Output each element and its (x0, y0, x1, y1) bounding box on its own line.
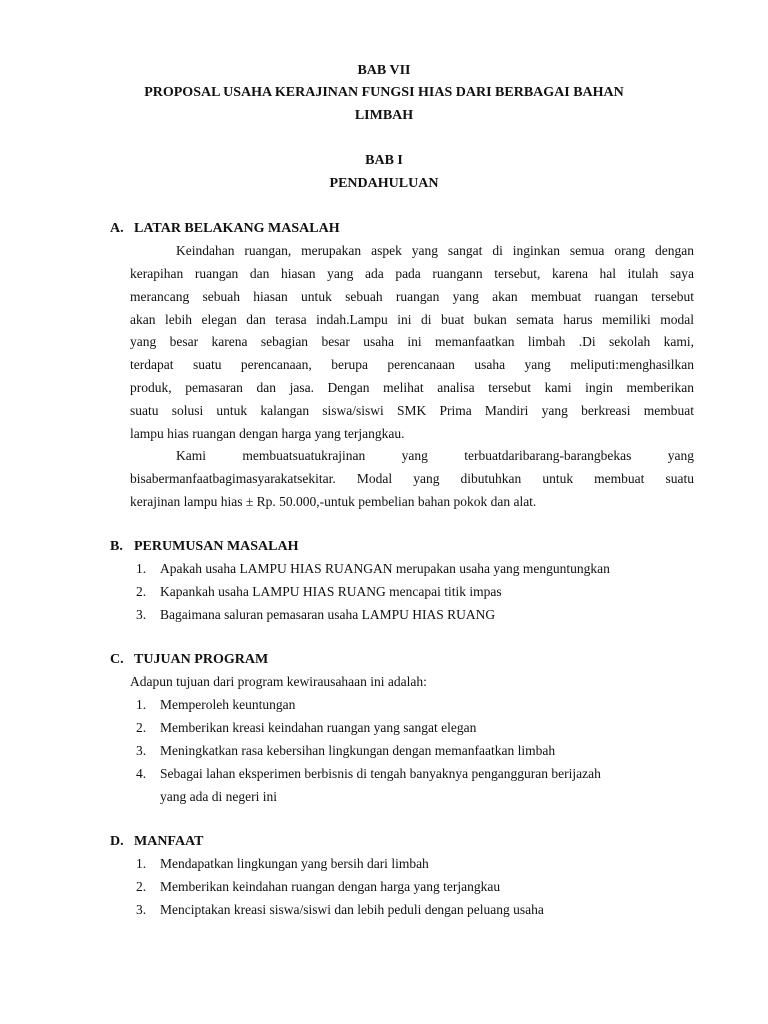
list-item (136, 743, 555, 759)
chapter-label: BAB VII (357, 63, 411, 78)
list-item-text: Memperoleh keuntungan (160, 697, 296, 712)
section-b-letter: B. (110, 539, 123, 554)
list-item-text: Meningkatkan rasa kebersihan lingkungan dengan memanfaatkan limbah (160, 743, 556, 758)
list-item-text: Sebagai lahan eksperimen berbisnis di tengah banyaknya pengangguran berijazah (160, 766, 601, 781)
paragraph-line: merancang sebuah hiasan untuk sebuah ruangan yang akan membuat ruangan tersebut (130, 289, 694, 304)
list-item-text: Memberikan kreasi keindahan ruangan yang sangat elegan (160, 720, 477, 735)
section-c-letter: C. (110, 652, 124, 667)
list-item-number: 1. (136, 856, 147, 871)
list-item-text: Bagaimana saluran pemasaran usaha LAMPU HIAS RUANG (160, 607, 496, 622)
section-b-title: PERUMUSAN MASALAH (134, 539, 299, 554)
section-d-letter: D. (110, 834, 124, 849)
document-title-line-1: PROPOSAL USAHA KERAJINAN FUNGSI HIAS DARI BERBAGAI BAHAN (144, 85, 624, 100)
list-item (136, 607, 495, 623)
list-item (136, 902, 544, 918)
paragraph-line: kerajinan lampu hias ± Rp. 50.000,-untuk pembelian bahan pokok dan alat. (130, 494, 537, 509)
paragraph-line: lampu hias ruangan dengan harga yang terjangkau. (130, 426, 405, 441)
section-c-heading (110, 652, 268, 668)
list-item (136, 697, 295, 713)
paragraph-line: akan lebih elegan dan terasa indah.Lampu ini di buat bukan semata harus memiliki modal (130, 312, 694, 327)
list-item-text: Memberikan keindahan ruangan dengan harga yang terjangkau (160, 879, 501, 894)
section-a-title: LATAR BELAKANG MASALAH (134, 221, 340, 236)
paragraph-line: yang besar karena sebagian besar usaha ini memanfaatkan limbah .Di sekolah kami, (130, 334, 694, 349)
list-item-number: 2. (136, 720, 147, 735)
paragraph-line (176, 448, 694, 464)
paragraph-line: produk, pemasaran dan jasa. Dengan melihat analisa tersebut kami ingin memberikan (130, 380, 694, 395)
section-d-heading (110, 834, 203, 850)
paragraph-line: bisabermanfaatbagimasyarakatsekitar. Modal yang dibutuhkan untuk membuat suatu (130, 471, 694, 486)
paragraph-line: terdapat suatu perencanaan, berupa perencanaan usaha yang meliputi:menghasilkan (130, 357, 694, 372)
list-item-continuation: yang ada di negeri ini (160, 789, 277, 804)
sub-chapter-title: PENDAHULUAN (329, 176, 439, 191)
paragraph-line-text: Kami membuatsuatukrajinan yang terbuatdaribarang-barangbekas yang (176, 448, 694, 463)
section-c-intro: Adapun tujuan dari program kewirausahaan ini adalah: (130, 674, 427, 689)
list-item-text: Menciptakan kreasi siswa/siswi dan lebih peduli dengan peluang usaha (160, 902, 544, 917)
section-c-title: TUJUAN PROGRAM (134, 652, 269, 667)
list-item (136, 856, 429, 872)
list-item-number: 3. (136, 902, 147, 917)
list-item (136, 766, 601, 782)
list-item-number: 4. (136, 766, 147, 781)
list-item-number: 2. (136, 584, 147, 599)
list-item (136, 879, 500, 895)
list-item-number: 1. (136, 697, 147, 712)
section-b-heading (110, 539, 299, 555)
section-d-title: MANFAAT (134, 834, 204, 849)
paragraph-line: suatu solusi untuk kalangan siswa/siswi SMK Prima Mandiri yang berkreasi membuat (130, 403, 694, 418)
list-item-text: Apakah usaha LAMPU HIAS RUANGAN merupakan usaha yang menguntungkan (160, 561, 610, 576)
list-item-number: 1. (136, 561, 147, 576)
sub-chapter-label: BAB I (365, 153, 403, 168)
list-item-text: Kapankah usaha LAMPU HIAS RUANG mencapai titik impas (160, 584, 502, 599)
list-item (136, 561, 610, 577)
section-a-heading (110, 221, 340, 237)
list-item (136, 720, 476, 736)
paragraph-line: Keindahan ruangan, merupakan aspek yang sangat di inginkan semua orang dengan (176, 243, 694, 258)
list-item-number: 3. (136, 743, 147, 758)
list-item (136, 584, 502, 600)
paragraph-line: kerapihan ruangan dan hiasan yang ada pada ruangann tersebut, karena hal itulah saya (130, 266, 694, 281)
list-item-text: Mendapatkan lingkungan yang bersih dari limbah (160, 856, 429, 871)
document-title-line-2: LIMBAH (354, 108, 414, 123)
list-item-number: 3. (136, 607, 147, 622)
list-item-number: 2. (136, 879, 147, 894)
section-a-letter: A. (110, 221, 124, 236)
